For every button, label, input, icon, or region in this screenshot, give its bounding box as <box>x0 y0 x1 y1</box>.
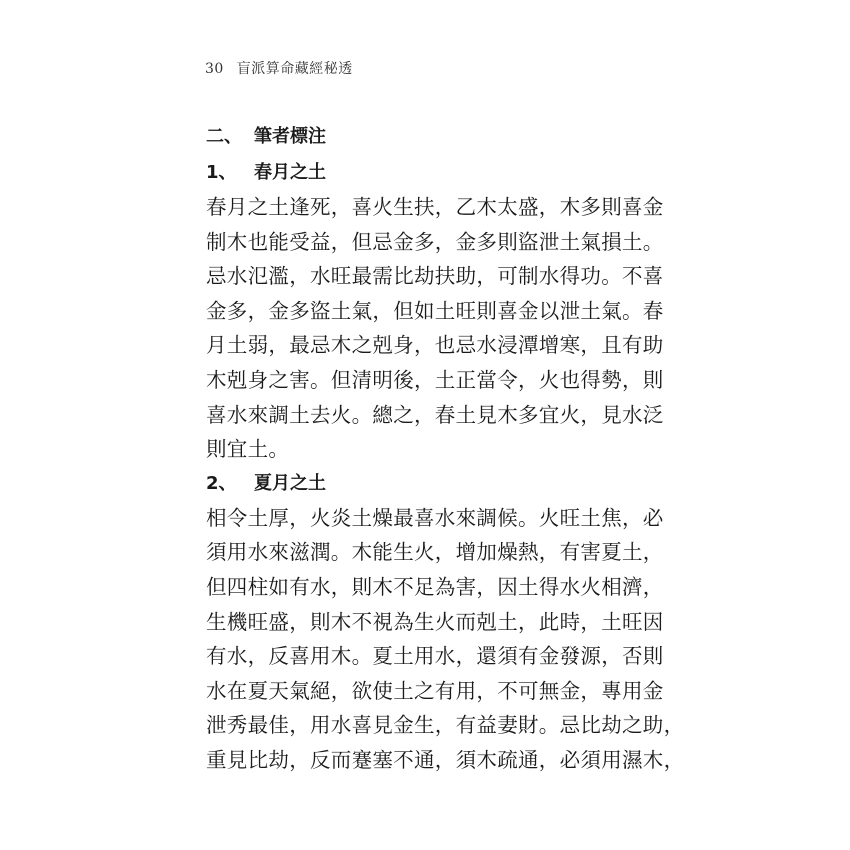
text-line: 但四柱如有水，則木不足為害，因土得水火相濟， <box>206 574 664 599</box>
text-line: 重見比劫，反而蹇塞不通，須木疏通，必須用濕木， <box>206 747 685 772</box>
subsection-heading <box>206 467 646 501</box>
text-line: 水在夏天氣絕，欲使土之有用，不可無金，專用金 <box>206 678 664 703</box>
subsection-marker: 2、 <box>206 472 237 494</box>
subsection-title: 春月之土 <box>254 162 326 183</box>
text-line: 喜水來調土去火。總之，春土見木多宜火，見水泛 <box>206 402 664 427</box>
section-marker: 二、 <box>206 126 242 147</box>
page-number: 30 <box>205 61 224 77</box>
paragraph-summer-earth <box>206 501 685 778</box>
text-line: 木剋身之害。但清明後，土正當令，火也得勢，則 <box>206 367 664 392</box>
text-line: 有水，反喜用木。夏土用水，還須有金發源，否則 <box>206 644 664 669</box>
subsection-title: 夏月之土 <box>254 472 326 494</box>
text-line: 生機旺盛，則木不視為生火而剋土，此時，土旺因 <box>206 609 664 634</box>
text-line: 金多，金多盜土氣，但如土旺則喜金以泄土氣。春 <box>206 298 664 323</box>
section-title: 筆者標注 <box>254 126 326 147</box>
running-header <box>205 58 353 78</box>
text-line: 則宜土。 <box>206 437 290 462</box>
text-line: 忌水氾濫，水旺最需比劫扶助，可制水得功。不喜 <box>206 264 664 289</box>
subsection-heading <box>206 156 646 190</box>
text-line: 春月之土逢死，喜火生扶，乙木太盛，木多則喜金 <box>206 195 664 219</box>
text-line: 須用水來滋潤。木能生火，增加燥熱，有害夏土， <box>206 540 664 565</box>
section-heading <box>206 122 646 156</box>
text-line: 相令土厚，火炎土燥最喜水來調候。火旺土焦，必 <box>206 505 664 530</box>
paragraph-spring-earth <box>206 190 664 467</box>
subsection-marker: 1、 <box>206 162 237 183</box>
text-line: 泄秀最佳，用水喜見金生，有益妻財。忌比劫之助， <box>206 713 685 738</box>
page-body <box>206 122 685 778</box>
text-line: 制木也能受益，但忌金多，金多則盜泄土氣損土。 <box>206 229 664 254</box>
book-title: 盲派算命藏經秘透 <box>236 61 353 77</box>
text-line: 月土弱，最忌木之剋身，也忌水浸潭增寒，且有助 <box>206 333 664 358</box>
